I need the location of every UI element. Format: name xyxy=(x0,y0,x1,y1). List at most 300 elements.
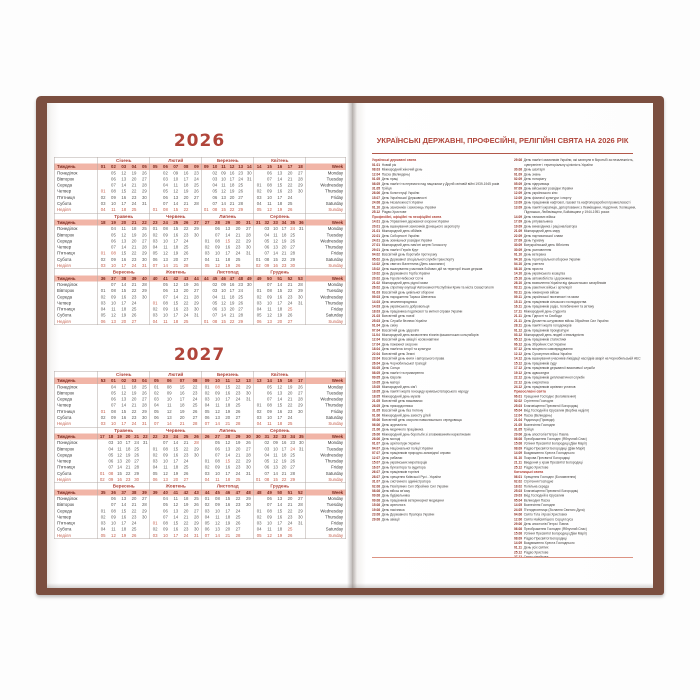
day-cell: 26 xyxy=(141,390,147,396)
day-cell: 27 xyxy=(237,306,243,312)
weekday-label: Saturday xyxy=(325,256,343,262)
weekday-label-column xyxy=(54,269,97,324)
holiday-date: 14.02 xyxy=(372,262,381,267)
weekday-label: Thursday xyxy=(324,244,343,250)
day-row xyxy=(202,318,254,324)
day-cell: 30 xyxy=(133,477,139,483)
day-cell: 15 xyxy=(172,446,178,452)
day-cell: 21 xyxy=(131,502,136,508)
week-number: 01 xyxy=(100,164,106,170)
weekday-label: Середа xyxy=(56,452,72,458)
week-number: 07 xyxy=(179,378,185,384)
week-number: 27 xyxy=(214,433,220,439)
holiday-date: 07.09 xyxy=(514,186,523,191)
day-cell: 14 xyxy=(120,281,126,287)
holiday-entry: 15.08 Успіння Пресвятої Богородиці (Діви Марії) xyxy=(514,531,587,536)
day-cell: 07 xyxy=(162,294,168,300)
weekday-label: Вівторок xyxy=(56,390,74,396)
weekday-label: Четвер xyxy=(56,514,71,520)
day-cell: 20 xyxy=(224,415,230,421)
week-number: 31 xyxy=(263,433,269,439)
holiday-entry: 31.05 Всесвітній день без тютюну xyxy=(372,408,424,413)
day-cell: 04 xyxy=(204,402,210,408)
weekday-label: Четвер xyxy=(56,188,71,194)
day-cell: 30 xyxy=(193,306,199,312)
holiday-date: 01.07 xyxy=(372,442,381,446)
weekday-label-column xyxy=(54,213,97,268)
day-cell: 14 xyxy=(276,281,282,287)
holiday-date: 28.05 xyxy=(372,404,381,408)
week-number: 02 xyxy=(110,164,116,170)
day-cell: 28 xyxy=(141,244,147,250)
day-cell: 10 xyxy=(214,396,220,402)
day-cell: 09 xyxy=(110,294,116,300)
holiday-date: 08.10 xyxy=(514,267,523,271)
year-calendar-inner xyxy=(54,371,346,539)
day-cell: 30 xyxy=(141,514,147,520)
day-cell: 23 xyxy=(183,232,188,238)
holiday-entry: 24.08 День Незалежності України xyxy=(372,200,423,205)
day-cell: 25 xyxy=(141,226,147,232)
day-cell: 24 xyxy=(287,300,292,306)
day-cell: 19 xyxy=(172,470,178,476)
day-cell: 12 xyxy=(162,250,168,256)
weekday-label: Thursday xyxy=(324,514,343,520)
day-cell: 27 xyxy=(183,256,188,262)
holiday-date: 31.07 xyxy=(372,479,381,484)
holiday-date: 23.04 xyxy=(372,356,381,361)
day-cell: 29 xyxy=(245,458,251,464)
day-cell: 04 xyxy=(100,207,106,213)
holiday-date: 22.12 xyxy=(514,375,523,380)
day-cell: 29 xyxy=(245,495,251,501)
day-cell: 25 xyxy=(192,402,197,408)
day-cell: 13 xyxy=(276,170,282,176)
day-cell: 29 xyxy=(141,288,147,294)
day-cell: 01 xyxy=(203,207,209,213)
holiday-entry: 25.10 День автомобіліста і дорожника xyxy=(514,276,572,281)
holiday-entry: 07.04 Всесвітній день здоров'я xyxy=(372,328,419,333)
day-cell: 27 xyxy=(297,390,303,396)
weekday-label: Monday xyxy=(327,281,343,287)
day-cell: 14 xyxy=(276,176,282,182)
weekday-label: Sunday xyxy=(327,421,343,427)
week-number: 26 xyxy=(193,433,199,439)
holidays-title-wrap xyxy=(362,136,643,150)
day-cell: 15 xyxy=(276,508,282,514)
day-cell: 29 xyxy=(237,207,243,213)
holiday-entry: 15.02 День вшанування учасників бойових дій на території інших держав xyxy=(372,267,483,271)
day-cell: 06 xyxy=(263,464,269,470)
day-cell: 23 xyxy=(237,170,243,176)
day-cell: 08 xyxy=(211,207,217,213)
day-cell: 24 xyxy=(287,415,292,421)
weekday-label: Неділя xyxy=(56,421,71,427)
week-number: 23 xyxy=(162,433,168,439)
day-cell: 31 xyxy=(142,440,148,446)
day-cell: 22 xyxy=(183,300,188,306)
week-number: 14 xyxy=(246,164,252,170)
day-cell: 10 xyxy=(110,201,116,207)
day-cell: 11 xyxy=(110,526,116,532)
day-cell: 12 xyxy=(272,238,278,244)
holiday-entry: 18.05 Міжнародний день музеїв xyxy=(372,394,421,399)
day-cell: 22 xyxy=(229,207,234,213)
day-cell: 04 xyxy=(211,182,217,188)
day-cell: 05 xyxy=(263,238,269,244)
month-name: Грудень xyxy=(269,483,289,489)
day-cell: 18 xyxy=(131,226,136,232)
weekday-label: П'ятниця xyxy=(56,250,75,256)
holiday-date: 25.03 xyxy=(372,319,381,323)
day-cell: 24 xyxy=(192,396,197,402)
week-number: 45 xyxy=(211,275,217,281)
weekday-label: Середа xyxy=(56,396,72,402)
day-cell: 09 xyxy=(162,452,168,458)
day-row xyxy=(254,263,306,269)
day-cell: 29 xyxy=(141,188,147,194)
week-number: 04 xyxy=(131,164,136,170)
day-cell: 25 xyxy=(287,201,292,207)
week-label: Тиждень xyxy=(56,275,76,281)
day-cell: 24 xyxy=(235,470,240,476)
day-cell: 18 xyxy=(125,446,130,452)
day-cell: 07 xyxy=(266,281,272,287)
day-cell: 08 xyxy=(166,384,172,390)
day-row xyxy=(254,318,306,324)
holiday-date: 01.03 xyxy=(372,290,381,295)
day-cell: 05 xyxy=(263,458,269,464)
holiday-entry: 18.03 День працівника податкової та митної справи України xyxy=(372,309,463,314)
day-cell: 15 xyxy=(224,238,230,244)
day-row xyxy=(150,318,202,324)
day-cell: 08 xyxy=(214,458,220,464)
weekday-label-row xyxy=(54,477,97,483)
day-cell: 26 xyxy=(183,250,188,256)
holiday-entry: 13.09 День пам'яті українців, депортованих з Лемківщини, Надсяння, Холмщини, Підляшшя, Любачівщини, Бойківщини у 1944-1951 роках xyxy=(514,205,637,215)
holiday-entry: 08.10 День юриста xyxy=(514,267,543,271)
holiday-entry: 21.09 Міжнародний день миру xyxy=(514,229,561,234)
holiday-entry: 09.08 День працівників ветеринарної медицини xyxy=(372,498,444,503)
day-cell: 04 xyxy=(100,306,106,312)
day-cell: 20 xyxy=(229,306,234,312)
holiday-entry: 06.08 Преображення Господнє (Яблучний Спас) xyxy=(514,437,587,442)
day-cell: 21 xyxy=(131,402,136,408)
week-label: Week xyxy=(331,378,343,384)
week-number: 24 xyxy=(172,433,178,439)
week-number: 13 xyxy=(256,378,262,384)
day-cell: 19 xyxy=(287,384,292,390)
day-cell: 31 xyxy=(298,446,304,452)
holiday-date: 22.12 xyxy=(514,380,523,385)
month-block xyxy=(253,158,305,213)
holiday-entry: 21.11 День Гідності та Свободи xyxy=(514,314,562,319)
week-label: Week xyxy=(331,275,343,281)
holiday-entry: 12.07 День рибалки xyxy=(372,456,403,460)
day-cell: 28 xyxy=(141,182,147,188)
book-gutter xyxy=(347,103,357,588)
holiday-entry: 19.08 День пасічника xyxy=(372,508,405,512)
holiday-date: 18.05 xyxy=(372,394,381,399)
holiday-date: 28.06 xyxy=(372,437,381,442)
holiday-date: 25.12 xyxy=(514,550,523,555)
weekday-label: Wednesday xyxy=(319,452,343,458)
day-cell: 31 xyxy=(246,176,252,182)
weekday-label: Thursday xyxy=(324,188,343,194)
weekday-label: Friday xyxy=(330,306,343,312)
day-cell: 19 xyxy=(183,281,188,287)
day-cell: 02 xyxy=(204,464,210,470)
day-cell: 28 xyxy=(297,502,303,508)
holiday-entry: 21.11 Введення у храм Пресвятої Богородиці xyxy=(514,460,583,465)
day-cell: 19 xyxy=(224,520,230,526)
day-cell: 06 xyxy=(110,176,116,182)
day-cell: 12 xyxy=(172,502,178,508)
weekday-label: Monday xyxy=(327,170,343,176)
day-cell: 23 xyxy=(235,244,240,250)
holiday-columns xyxy=(372,158,650,560)
week-number: 14 xyxy=(256,164,262,170)
holiday-date: 06.08 xyxy=(514,437,523,442)
holiday-date: 01.05 xyxy=(372,177,381,181)
weekday-label: Четвер xyxy=(56,458,71,464)
holiday-date: 14.12 xyxy=(514,356,523,361)
day-cell: 06 xyxy=(256,318,262,324)
holiday-entry: 02.08 День Повітряних Сил Збройних Сил України xyxy=(372,484,449,489)
weekday-label: Wednesday xyxy=(319,396,343,402)
day-cell: 17 xyxy=(276,194,282,200)
holiday-date: 05.09 xyxy=(514,181,523,186)
day-cell: 06 xyxy=(100,318,106,324)
day-cell: 16 xyxy=(120,294,126,300)
holiday-date: 12.09 xyxy=(514,196,523,200)
week-number: 36 xyxy=(100,275,106,281)
day-cell: 16 xyxy=(120,194,126,200)
day-cell: 09 xyxy=(110,415,116,421)
weekday-label: Вівторок xyxy=(56,176,74,182)
holiday-date: 29.08 xyxy=(514,158,523,163)
weekday-label-row xyxy=(306,207,346,213)
day-cell: 25 xyxy=(289,452,295,458)
holiday-entry: 09.11 День української писемності та мови xyxy=(514,295,579,300)
day-cell: 15 xyxy=(116,470,122,476)
day-cell: 06 xyxy=(162,194,168,200)
day-cell: 12 xyxy=(116,452,122,458)
holiday-entry: 15.07 День Української Державності xyxy=(372,196,427,200)
day-cell: 27 xyxy=(141,495,147,501)
holiday-date: 08.09 xyxy=(514,446,523,451)
holiday-date: 25.10 xyxy=(514,276,523,281)
holiday-column-inner xyxy=(372,158,508,522)
day-cell: 29 xyxy=(141,408,147,414)
day-cell: 13 xyxy=(276,390,282,396)
day-cell: 13 xyxy=(266,318,272,324)
day-cell: 07 xyxy=(214,232,220,238)
weekday-label-row xyxy=(306,477,346,483)
holiday-date: 28.10 xyxy=(514,281,523,286)
holiday-date: 01.12 xyxy=(514,328,523,333)
weekday-label: Friday xyxy=(330,464,343,470)
day-cell: 23 xyxy=(131,194,136,200)
day-cell: 19 xyxy=(276,312,282,318)
day-cell: 20 xyxy=(183,288,188,294)
day-cell: 22 xyxy=(281,256,286,262)
day-cell: 09 xyxy=(162,526,168,532)
holiday-date: 28.11 xyxy=(514,323,522,328)
day-cell: 14 xyxy=(172,294,178,300)
holiday-date: 15.07 xyxy=(372,460,381,465)
day-cell: 16 xyxy=(120,415,126,421)
day-cell: 17 xyxy=(120,300,126,306)
holiday-entry: 01.03 Всесвітній день цивільної оборони xyxy=(372,290,434,295)
weekday-label: Sunday xyxy=(327,207,343,213)
day-cell: 05 xyxy=(256,207,262,213)
day-cell: 05 xyxy=(204,263,210,269)
month-name: Квітень xyxy=(270,158,288,163)
holiday-entry: 17.04 День пожежної охорони xyxy=(372,342,418,347)
day-cell: 09 xyxy=(110,256,116,262)
month-name: Травень xyxy=(113,427,133,433)
day-cell: 14 xyxy=(220,312,226,318)
day-cell: 03 xyxy=(152,532,158,538)
weekday-label: Понеділок xyxy=(56,495,77,501)
day-cell: 18 xyxy=(229,182,234,188)
week-number: 04 xyxy=(141,378,147,384)
holiday-entry: 06.06 День журналіста xyxy=(372,423,407,427)
day-cell: 03 xyxy=(256,415,262,421)
day-cell: 26 xyxy=(193,502,199,508)
day-cell: 02 xyxy=(204,390,210,396)
day-cell: 20 xyxy=(287,495,292,501)
day-cell: 09 xyxy=(162,306,168,312)
day-cell: 09 xyxy=(220,281,226,287)
day-cell: 31 xyxy=(298,226,304,232)
week-number: 06 xyxy=(166,378,172,384)
holiday-date: 12.07 xyxy=(372,456,381,460)
day-cell: 03 xyxy=(162,176,168,182)
week-label: Тиждень xyxy=(56,489,76,495)
holiday-date: 29.03 xyxy=(514,494,523,498)
day-cell: 28 xyxy=(245,452,251,458)
day-cell: 13 xyxy=(224,446,230,452)
page-shadow xyxy=(47,583,352,588)
day-cell: 21 xyxy=(131,281,136,287)
day-cell: 09 xyxy=(172,170,178,176)
day-cell: 10 xyxy=(272,446,278,452)
holiday-entry: 10.05 День матері xyxy=(372,380,400,385)
day-cell: 09 xyxy=(266,294,272,300)
title-underline xyxy=(372,153,633,154)
holiday-entry: 09.03 День народження Тараса Шевченка xyxy=(372,295,436,300)
holiday-entry: 06.01 Хрещення Господнє (Богоявлення) xyxy=(514,475,577,479)
holiday-entry: 11.04 Міжнародний день визволення в'язнів фашистських концтаборів xyxy=(372,333,479,338)
weekday-label: Sunday xyxy=(327,477,343,483)
day-cell: 18 xyxy=(224,514,230,520)
week-number: 47 xyxy=(235,489,240,495)
weekday-label: Субота xyxy=(56,256,71,262)
day-cell: 02 xyxy=(256,408,262,414)
holiday-entry: 04.10 День територіальної оборони України xyxy=(514,257,581,262)
holiday-entry: 08.08 День військ зв'язку xyxy=(372,489,411,494)
holiday-date: 04.10 xyxy=(514,257,523,262)
week-number: 08 xyxy=(183,164,188,170)
weekday-label-column xyxy=(305,483,345,538)
day-cell: 22 xyxy=(131,250,136,256)
day-cell: 30 xyxy=(245,502,251,508)
week-number: 10 xyxy=(214,378,220,384)
day-cell: 27 xyxy=(192,415,197,421)
week-number: 25 xyxy=(172,219,178,225)
weekday-label: Thursday xyxy=(324,458,343,464)
day-cell: 25 xyxy=(193,495,199,501)
holiday-entry: 22.01 День Соборності України xyxy=(372,233,420,238)
holiday-entry: 05.02 День Державної спеціальної служби транспорту xyxy=(372,257,455,262)
day-cell: 02 xyxy=(211,281,217,287)
holiday-entry: 29.03 Вхід Господній в Єрусалим xyxy=(514,494,565,498)
day-cell: 31 xyxy=(193,312,199,318)
day-cell: 19 xyxy=(235,440,240,446)
day-cell: 14 xyxy=(214,421,220,427)
day-cell: 05 xyxy=(162,281,168,287)
day-row xyxy=(254,532,306,538)
holiday-date: 16.11 xyxy=(514,304,522,309)
day-cell: 18 xyxy=(172,318,178,324)
day-cell: 15 xyxy=(120,288,126,294)
day-cell: 24 xyxy=(235,396,240,402)
calendar-band xyxy=(54,427,346,483)
day-cell: 31 xyxy=(297,520,303,526)
week-label: Week xyxy=(331,489,343,495)
day-cell: 27 xyxy=(141,238,147,244)
week-number: 43 xyxy=(193,489,199,495)
day-cell: 10 xyxy=(116,440,122,446)
month-name: Лютий xyxy=(167,158,183,163)
day-cell: 08 xyxy=(214,384,220,390)
day-cell: 23 xyxy=(131,415,136,421)
day-cell: 15 xyxy=(172,226,178,232)
day-cell: 25 xyxy=(235,477,240,483)
weekday-label: Неділя xyxy=(56,263,71,269)
day-cell: 26 xyxy=(297,384,303,390)
day-cell: 13 xyxy=(272,464,278,470)
day-cell: 18 xyxy=(172,244,178,250)
day-cell: 28 xyxy=(183,263,188,269)
day-cell: 08 xyxy=(110,408,116,414)
holiday-entry: 28.10 День визволення України від фашистських загарбників xyxy=(514,281,607,286)
holiday-date: 04.02 xyxy=(372,252,381,257)
holiday-entry: 29.01 День пам'яті Героїв Крут xyxy=(372,248,419,252)
day-cell: 23 xyxy=(235,502,240,508)
day-cell: 26 xyxy=(289,238,295,244)
day-cell: 22 xyxy=(131,508,136,514)
day-cell: 05 xyxy=(107,452,113,458)
holiday-date: 03.05 xyxy=(372,366,381,371)
holiday-entry: 02.09 День нотаріату xyxy=(514,177,547,181)
day-cell: 21 xyxy=(287,176,292,182)
day-cell: 27 xyxy=(245,446,251,452)
day-cell: 25 xyxy=(131,207,136,213)
day-cell: 23 xyxy=(287,514,292,520)
day-cell: 20 xyxy=(281,464,286,470)
day-cell: 28 xyxy=(193,514,199,520)
holiday-date: 13.09 xyxy=(514,205,523,210)
weekday-label: Вівторок xyxy=(56,502,74,508)
day-cell: 16 xyxy=(276,408,282,414)
weekday-label: Wednesday xyxy=(319,508,343,514)
week-number: 11 xyxy=(220,164,226,170)
day-cell: 14 xyxy=(276,502,282,508)
day-cell: 05 xyxy=(162,188,168,194)
